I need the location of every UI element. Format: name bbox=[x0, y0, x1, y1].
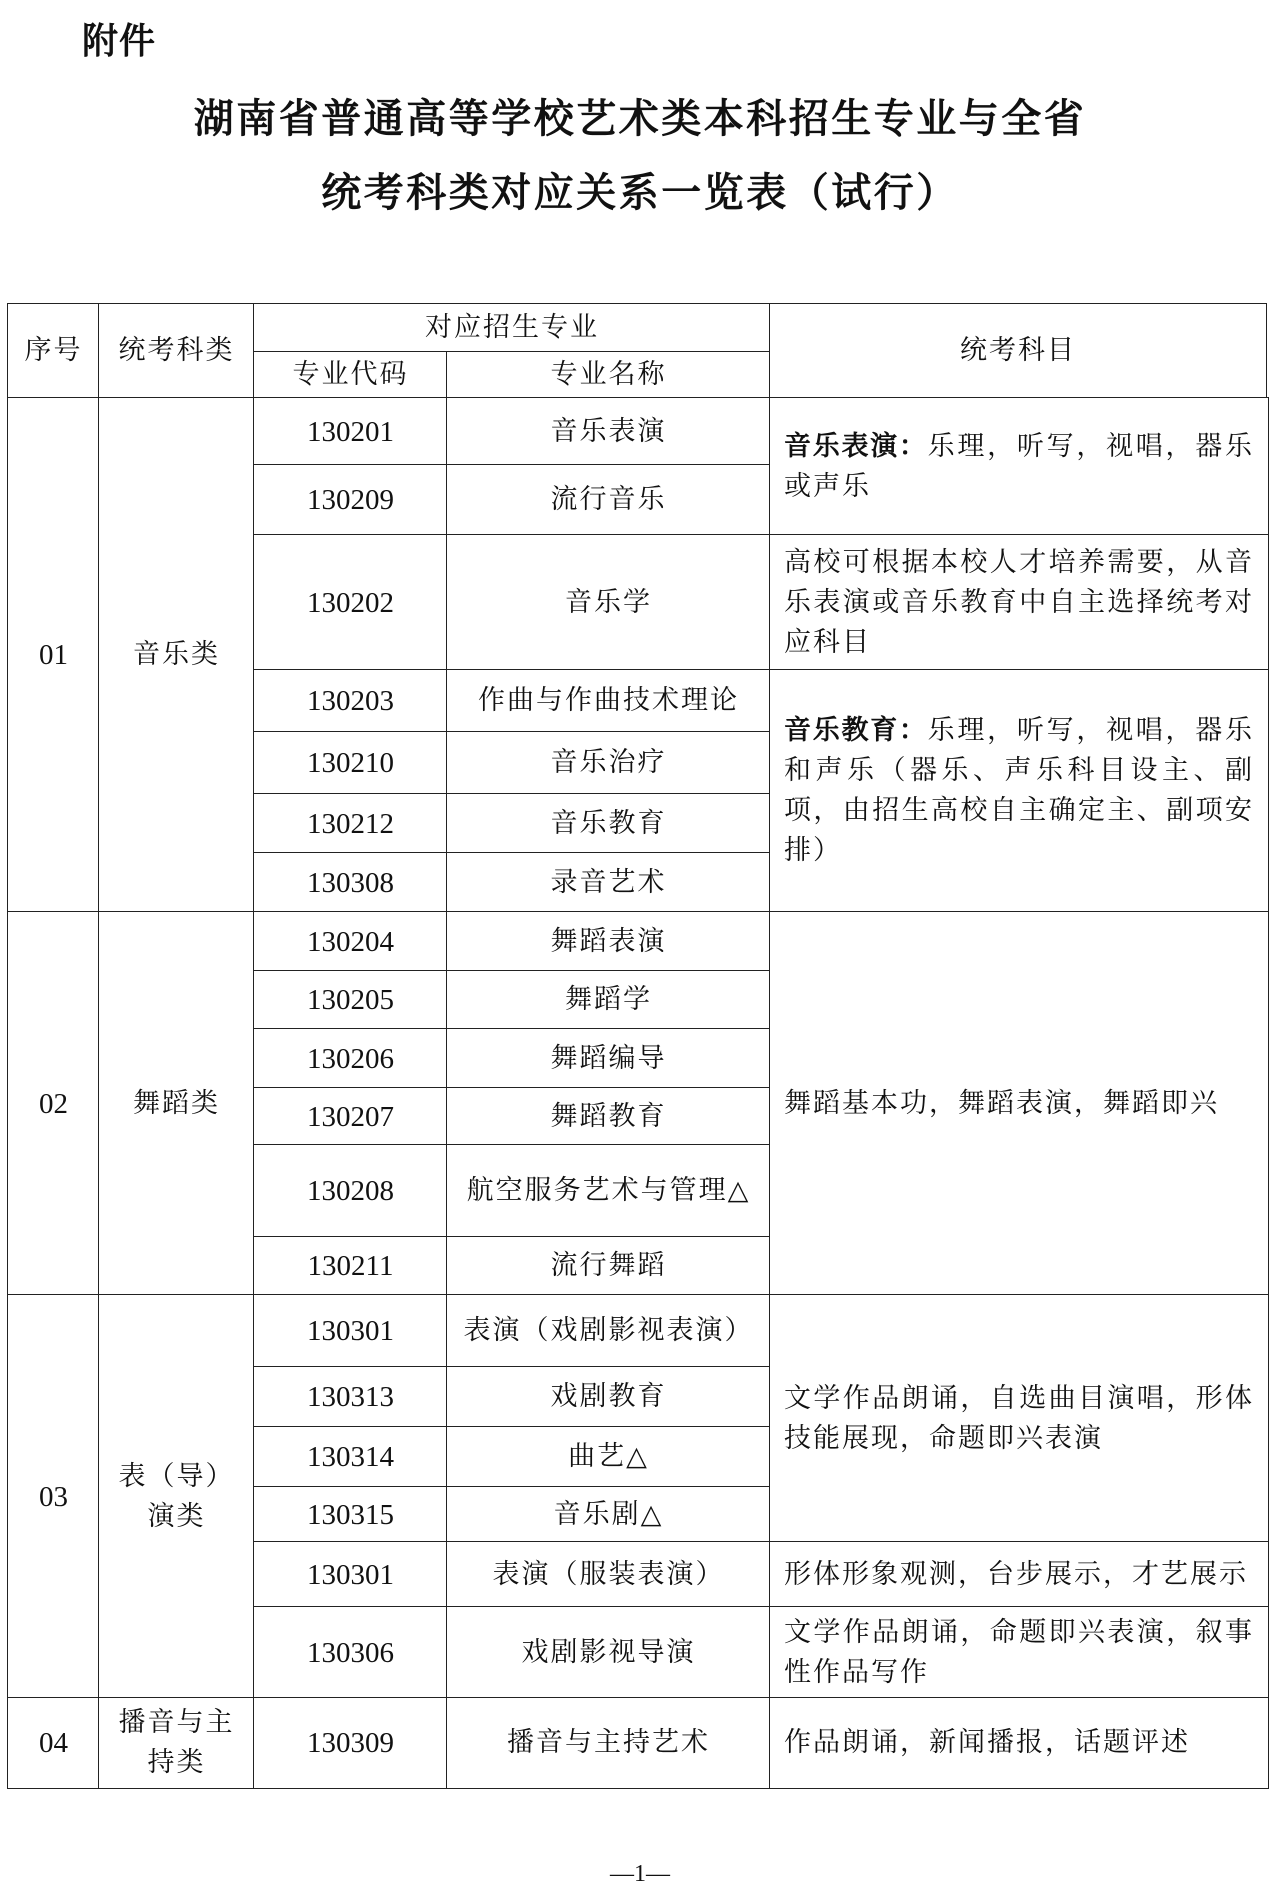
major-code: 130201 bbox=[253, 397, 448, 466]
category-line: 播音与主 bbox=[118, 1707, 235, 1738]
major-name: 航空服务艺术与管理△ bbox=[446, 1144, 771, 1238]
exam-subjects bbox=[769, 1541, 1269, 1608]
exam-subjects bbox=[769, 1697, 1269, 1789]
major-code: 130314 bbox=[253, 1426, 448, 1488]
major-code: 130202 bbox=[253, 534, 448, 671]
header-subjects: 统考科目 bbox=[769, 303, 1267, 399]
major-code: 130315 bbox=[253, 1486, 448, 1543]
major-name: 录音艺术 bbox=[446, 852, 771, 913]
major-name: 表演（服装表演） bbox=[446, 1541, 771, 1608]
major-code: 130210 bbox=[253, 731, 448, 795]
category-line: 表（导） bbox=[118, 1460, 235, 1492]
major-code: 130211 bbox=[253, 1236, 448, 1296]
group-seq: 03 bbox=[7, 1294, 100, 1699]
exam-subjects bbox=[769, 1294, 1269, 1543]
group-category: 音乐类 bbox=[98, 397, 255, 913]
group-category bbox=[98, 1294, 255, 1699]
major-code: 130204 bbox=[253, 911, 448, 972]
major-code: 130205 bbox=[253, 970, 448, 1030]
major-name: 流行舞蹈 bbox=[446, 1236, 771, 1296]
major-name: 戏剧影视导演 bbox=[446, 1606, 771, 1699]
header-major-group: 对应招生专业 bbox=[253, 303, 771, 353]
group-seq: 02 bbox=[7, 911, 100, 1296]
major-name: 播音与主持艺术 bbox=[446, 1697, 771, 1789]
subject-track-label: 音乐教育： bbox=[784, 715, 928, 746]
group-seq: 01 bbox=[7, 397, 100, 913]
subject-text: 舞蹈基本功，舞蹈表演，舞蹈即兴 bbox=[784, 1087, 1219, 1119]
major-name: 音乐教育 bbox=[446, 793, 771, 854]
major-code: 130301 bbox=[253, 1294, 448, 1368]
major-code: 130212 bbox=[253, 793, 448, 854]
exam-subjects bbox=[769, 669, 1269, 913]
subject-text: 乐理，听写，视唱，器乐和声乐（器乐、声乐科目设主、副项，由招生高校自主确定主、副项安排） bbox=[784, 715, 1255, 866]
major-name: 音乐治疗 bbox=[446, 731, 771, 795]
major-name: 音乐学 bbox=[446, 534, 771, 671]
major-code: 130301 bbox=[253, 1541, 448, 1608]
major-name: 舞蹈编导 bbox=[446, 1028, 771, 1089]
subject-text: 高校可根据本校人才培养需要，从音乐表演或音乐教育中自主选择统考对应科目 bbox=[784, 546, 1254, 658]
subject-text: 作品朗诵，新闻播报，话题评述 bbox=[784, 1727, 1190, 1758]
major-name: 舞蹈学 bbox=[446, 970, 771, 1030]
subject-text: 乐理，听写，视唱，器乐或声乐 bbox=[784, 430, 1255, 502]
major-code: 130209 bbox=[253, 464, 448, 536]
major-code: 130306 bbox=[253, 1606, 448, 1699]
major-name: 表演（戏剧影视表演） bbox=[446, 1294, 771, 1368]
subject-text: 形体形象观测，台步展示，才艺展示 bbox=[784, 1558, 1248, 1590]
category-line: 演类 bbox=[147, 1500, 206, 1532]
exam-subjects bbox=[769, 911, 1269, 1296]
major-name: 舞蹈表演 bbox=[446, 911, 771, 972]
major-code: 130309 bbox=[253, 1697, 448, 1789]
header-seq: 序号 bbox=[7, 303, 100, 399]
exam-subjects bbox=[769, 1606, 1269, 1699]
subject-text: 文学作品朗诵，命题即兴表演，叙事性作品写作 bbox=[784, 1616, 1254, 1688]
major-code: 130308 bbox=[253, 852, 448, 913]
category-line: 持类 bbox=[147, 1747, 206, 1778]
major-code: 130203 bbox=[253, 669, 448, 733]
major-name: 戏剧教育 bbox=[446, 1366, 771, 1428]
document-title-line-1: 湖南省普通高等学校艺术类本科招生专业与全省 bbox=[193, 96, 1087, 142]
exam-subjects bbox=[769, 534, 1269, 671]
header-category: 统考科类 bbox=[98, 303, 255, 399]
major-name: 音乐表演 bbox=[446, 397, 771, 466]
major-name: 音乐剧△ bbox=[446, 1486, 771, 1543]
major-name: 曲艺△ bbox=[446, 1426, 771, 1488]
major-name: 舞蹈教育 bbox=[446, 1087, 771, 1146]
header-major-name: 专业名称 bbox=[446, 351, 771, 399]
subject-text: 文学作品朗诵，自选曲目演唱，形体技能展现，命题即兴表演 bbox=[784, 1382, 1254, 1454]
group-category: 舞蹈类 bbox=[98, 911, 255, 1296]
page-number: —1— bbox=[610, 1861, 670, 1887]
header-major-code: 专业代码 bbox=[253, 351, 448, 399]
subject-track-label: 音乐表演： bbox=[784, 430, 928, 462]
exam-subjects bbox=[769, 397, 1269, 536]
major-code: 130208 bbox=[253, 1144, 448, 1238]
major-code: 130206 bbox=[253, 1028, 448, 1089]
document-title-line-2: 统考科类对应关系一览表（试行） bbox=[321, 170, 959, 216]
attachment-label: 附件 bbox=[82, 21, 157, 62]
major-name: 作曲与作曲技术理论 bbox=[446, 669, 771, 733]
group-seq: 04 bbox=[7, 1697, 100, 1789]
major-code: 130313 bbox=[253, 1366, 448, 1428]
major-code: 130207 bbox=[253, 1087, 448, 1146]
major-name: 流行音乐 bbox=[446, 464, 771, 536]
group-category bbox=[98, 1697, 255, 1789]
